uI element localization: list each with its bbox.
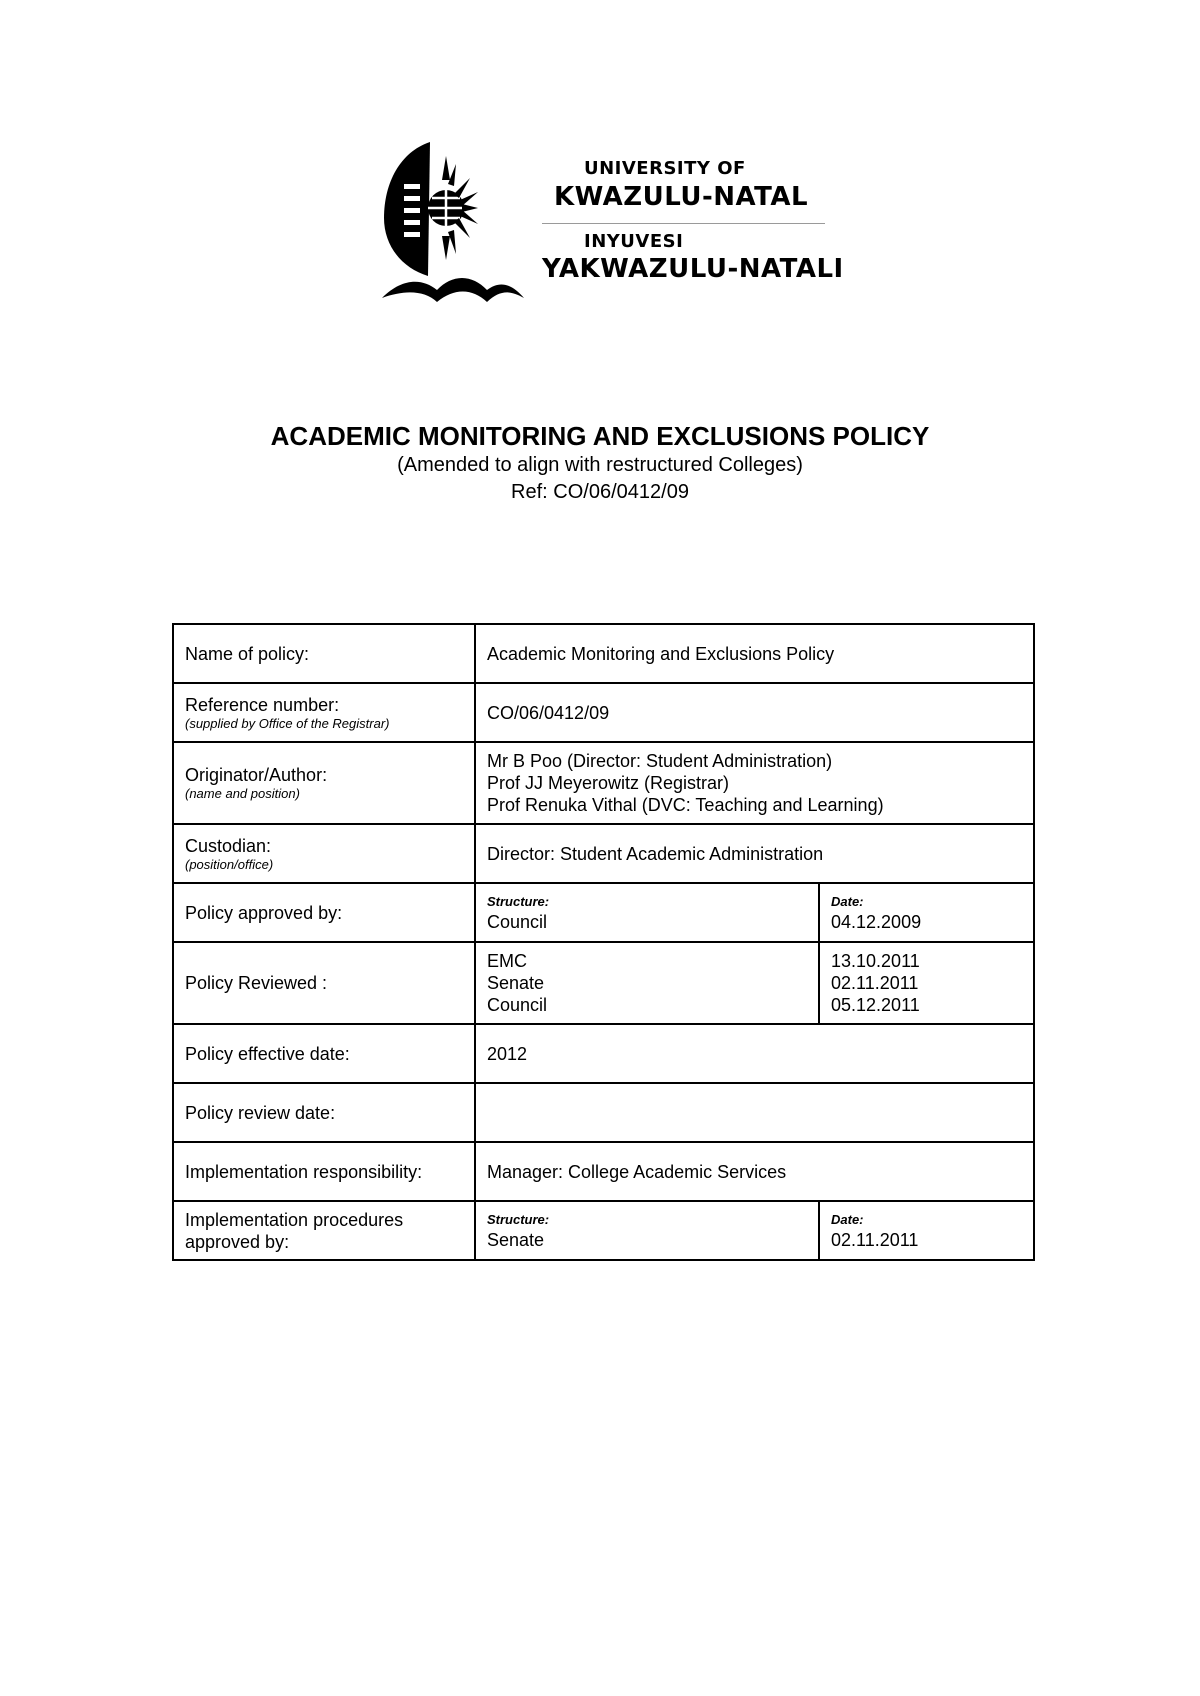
approved-date-value: 04.12.2009 xyxy=(831,911,922,932)
logo-line-2: KWAZULU-NATAL xyxy=(554,182,809,212)
reviewed-date: 02.11.2011 xyxy=(831,973,919,993)
originator-values xyxy=(475,742,1034,824)
university-logo xyxy=(382,138,844,308)
implementation-structure-cell xyxy=(475,1201,819,1260)
custodian-label: Custodian: xyxy=(185,835,272,856)
originator-value: Prof JJ Meyerowitz (Registrar) xyxy=(487,773,730,793)
reference-number-note: (supplied by Office of the Registrar) xyxy=(185,715,390,731)
table-row xyxy=(173,1142,1034,1201)
page-subtitle: (Amended to align with restructured Colleges) xyxy=(397,454,803,476)
originator-note: (name and position) xyxy=(185,786,300,801)
approved-structure-value: Council xyxy=(487,911,548,932)
originator-value: Mr B Poo (Director: Student Administration) xyxy=(487,751,833,771)
table-row xyxy=(173,683,1034,742)
date-label: Date: xyxy=(831,1211,864,1227)
document-header xyxy=(0,420,1200,506)
name-of-policy-label: Name of policy: xyxy=(173,624,475,683)
table-row xyxy=(173,1083,1034,1142)
custodian-value: Director: Student Academic Administration xyxy=(475,824,1034,883)
logo-divider xyxy=(542,223,825,224)
reference-number-value: CO/06/0412/09 xyxy=(475,683,1034,742)
reviewed-dates xyxy=(819,942,1034,1024)
implementation-structure-value: Senate xyxy=(487,1229,545,1250)
implementation-responsibility-label: Implementation responsibility: xyxy=(173,1142,475,1201)
document-reference: Ref: CO/06/0412/09 xyxy=(511,481,689,503)
table-row xyxy=(173,624,1034,683)
table-row xyxy=(173,742,1034,824)
policy-details-table xyxy=(172,623,1035,1261)
originator-cell xyxy=(173,742,475,824)
reviewed-structure: Council xyxy=(487,995,548,1015)
table-row xyxy=(173,1024,1034,1083)
reference-number-label: Reference number: xyxy=(185,694,340,715)
reviewed-date: 05.12.2011 xyxy=(831,995,920,1015)
review-date-value xyxy=(475,1083,1034,1142)
logo-line-4: YAKWAZULU-NATALI xyxy=(542,254,844,284)
table-row xyxy=(173,942,1034,1024)
originator-value: Prof Renuka Vithal (DVC: Teaching and Learning) xyxy=(487,795,884,815)
reviewed-structure: Senate xyxy=(487,973,545,993)
logo-line-1: UNIVERSITY OF xyxy=(584,158,746,179)
page-title: ACADEMIC MONITORING AND EXCLUSIONS POLICY xyxy=(270,421,930,451)
reviewed-structure: EMC xyxy=(487,951,527,971)
table-row xyxy=(173,1201,1034,1260)
name-of-policy-value: Academic Monitoring and Exclusions Policy xyxy=(475,624,1034,683)
reviewed-structures xyxy=(475,942,819,1024)
custodian-cell xyxy=(173,824,475,883)
structure-label: Structure: xyxy=(487,1211,550,1227)
logo-line-3: INYUVESI xyxy=(584,231,684,252)
approved-structure-cell xyxy=(475,883,819,942)
reviewed-date: 13.10.2011 xyxy=(831,951,920,971)
approved-by-label: Policy approved by: xyxy=(173,883,475,942)
university-crest-icon xyxy=(382,138,532,308)
effective-date-label: Policy effective date: xyxy=(173,1024,475,1083)
review-date-label: Policy review date: xyxy=(173,1083,475,1142)
reviewed-label: Policy Reviewed : xyxy=(173,942,475,1024)
structure-label: Structure: xyxy=(487,893,550,909)
implementation-date-value: 02.11.2011 xyxy=(831,1229,919,1250)
implementation-responsibility-value: Manager: College Academic Services xyxy=(475,1142,1034,1201)
reference-number-cell xyxy=(173,683,475,742)
approved-date-cell xyxy=(819,883,1034,942)
table-row xyxy=(173,824,1034,883)
originator-label: Originator/Author: xyxy=(185,765,328,785)
implementation-procedures-label: Implementation procedures approved by: xyxy=(173,1201,475,1260)
effective-date-value: 2012 xyxy=(475,1024,1034,1083)
date-label: Date: xyxy=(831,893,864,909)
table-row xyxy=(173,883,1034,942)
implementation-date-cell xyxy=(819,1201,1034,1260)
custodian-note: (position/office) xyxy=(185,856,274,872)
